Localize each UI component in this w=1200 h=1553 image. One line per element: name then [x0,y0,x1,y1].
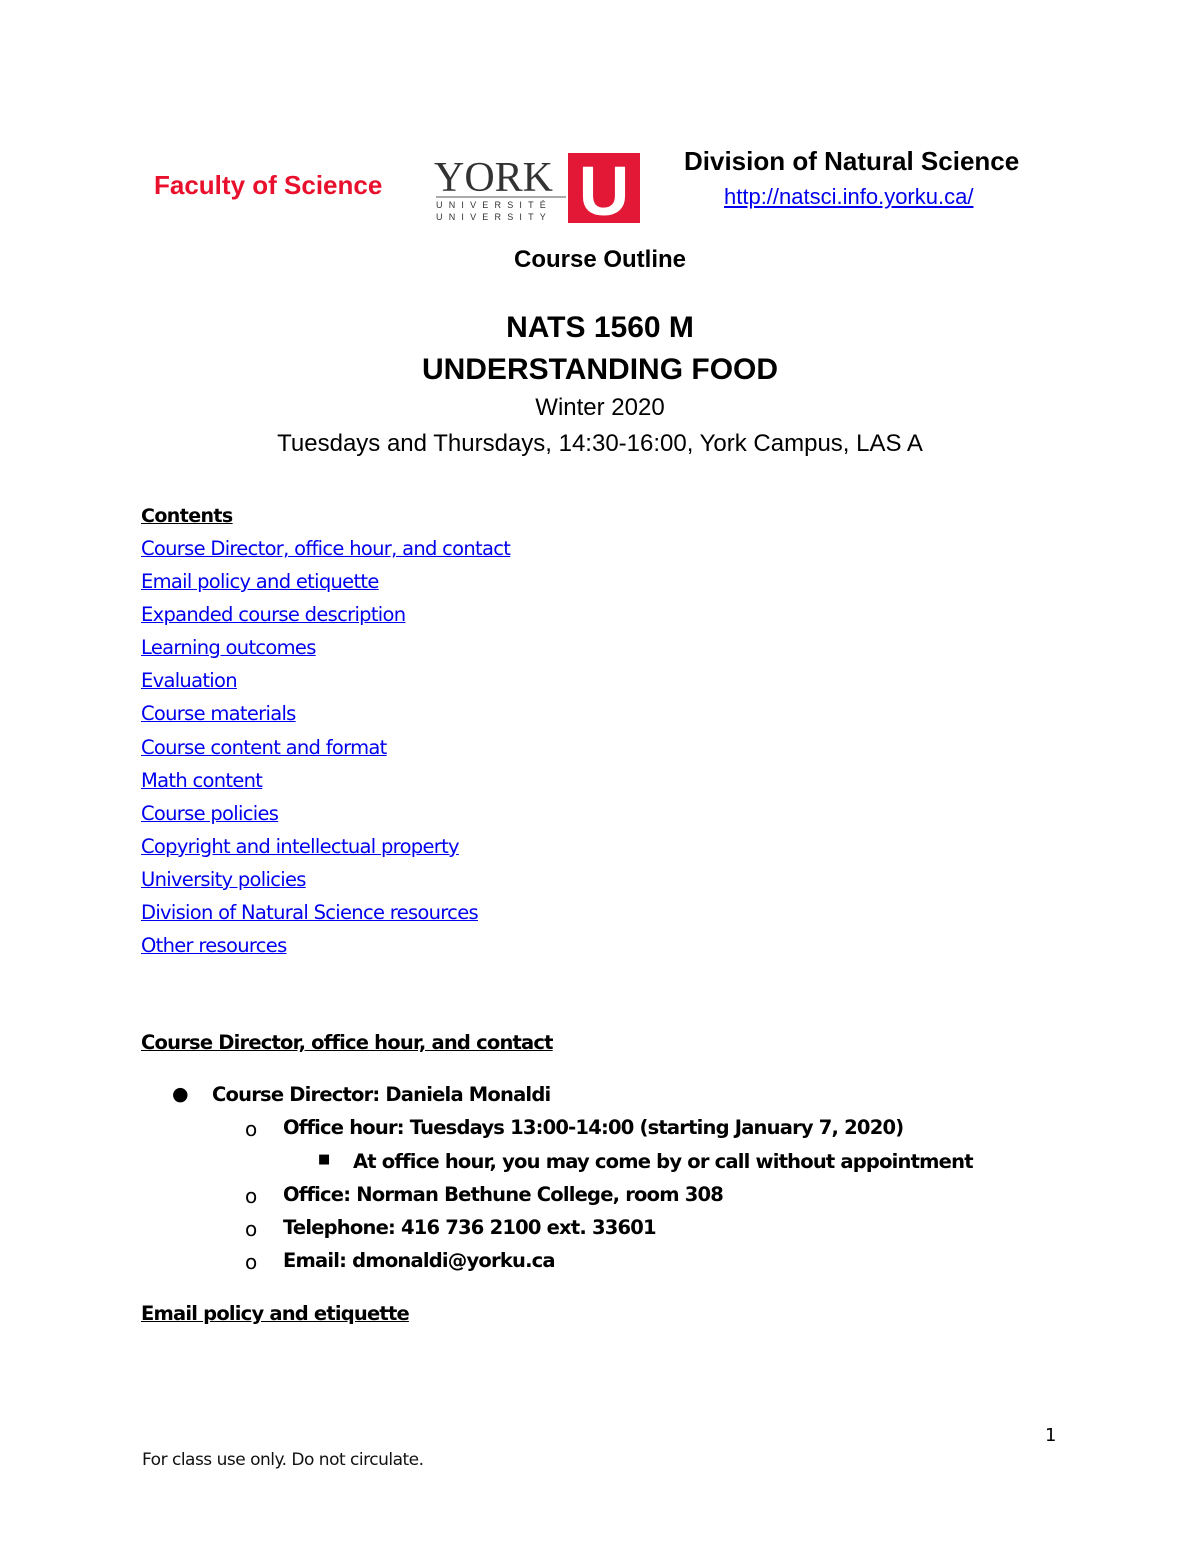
toc-link-copyright[interactable]: Copyright and intellectual property [141,834,459,858]
footer-note: For class use only. Do not circulate. [142,1450,424,1470]
toc-item [141,569,510,602]
logo-wordmark: YORK [434,155,554,201]
course-schedule: Tuesdays and Thursdays, 14:30-16:00, York Campus, LAS A [277,430,923,457]
page-number: 1 [1045,1425,1057,1446]
toc-item [141,735,510,768]
course-term: Winter 2020 [535,394,665,421]
course-outline-heading: Course Outline [513,246,687,273]
division-url-link[interactable]: http://natsci.info.yorku.ca/ [724,184,974,209]
toc-item [141,701,510,734]
course-title: UNDERSTANDING FOOD [421,353,779,386]
toc-item [141,536,510,569]
toc-link-university-policies[interactable]: University policies [141,867,306,891]
office-location: Office: Norman Bethune College, room 308 [283,1183,724,1206]
email-section-heading: Email policy and etiquette [141,1302,409,1325]
york-university-logo [432,153,640,223]
course-code: NATS 1560 M [506,311,694,344]
toc-item [141,801,510,834]
toc-link-materials[interactable]: Course materials [141,702,296,726]
bullet-circle-icon: o [245,1184,258,1208]
toc-link-content-format[interactable]: Course content and format [141,735,387,759]
division-name: Division of Natural Science [684,146,1020,176]
bullet-disc-icon: ● [172,1083,189,1105]
logo-university: UNIVERSITY [436,212,553,222]
toc-link-outcomes[interactable]: Learning outcomes [141,636,316,660]
bullet-circle-icon: o [245,1117,258,1141]
logo-universite: UNIVERSITÉ [436,200,553,210]
bullet-square-icon: ■ [318,1152,331,1167]
toc-link-policies[interactable]: Course policies [141,801,279,825]
toc-item [141,933,510,966]
contents-heading: Contents [141,505,233,527]
toc-link-description[interactable]: Expanded course description [141,603,406,627]
toc-link-natsci-resources[interactable]: Division of Natural Science resources [141,901,478,925]
toc-item [141,768,510,801]
table-of-contents [141,536,510,966]
toc-item [141,867,510,900]
toc-item [141,900,510,933]
toc-link-email[interactable]: Email policy and etiquette [141,570,379,594]
toc-link-other-resources[interactable]: Other resources [141,934,287,958]
director-name: Course Director: Daniela Monaldi [212,1083,551,1106]
email-contact: Email: dmonaldi@yorku.ca [283,1249,555,1272]
bullet-circle-icon: o [245,1250,258,1274]
toc-item [141,668,510,701]
toc-item [141,834,510,867]
toc-link-director[interactable]: Course Director, office hour, and contact [141,537,511,560]
toc-item [141,602,510,635]
office-hour-note: At office hour, you may come by or call without appointment [353,1150,973,1173]
director-section-heading: Course Director, office hour, and contact [141,1031,553,1054]
toc-link-evaluation[interactable]: Evaluation [141,669,237,693]
faculty-name: Faculty of Science [154,170,383,200]
logo-u-letter: U [578,153,630,223]
telephone: Telephone: 416 736 2100 ext. 33601 [283,1216,656,1239]
bullet-circle-icon: o [245,1217,258,1241]
toc-item [141,635,510,668]
toc-link-math[interactable]: Math content [141,768,263,792]
office-hour: Office hour: Tuesdays 13:00-14:00 (starting January 7, 2020) [283,1116,904,1139]
